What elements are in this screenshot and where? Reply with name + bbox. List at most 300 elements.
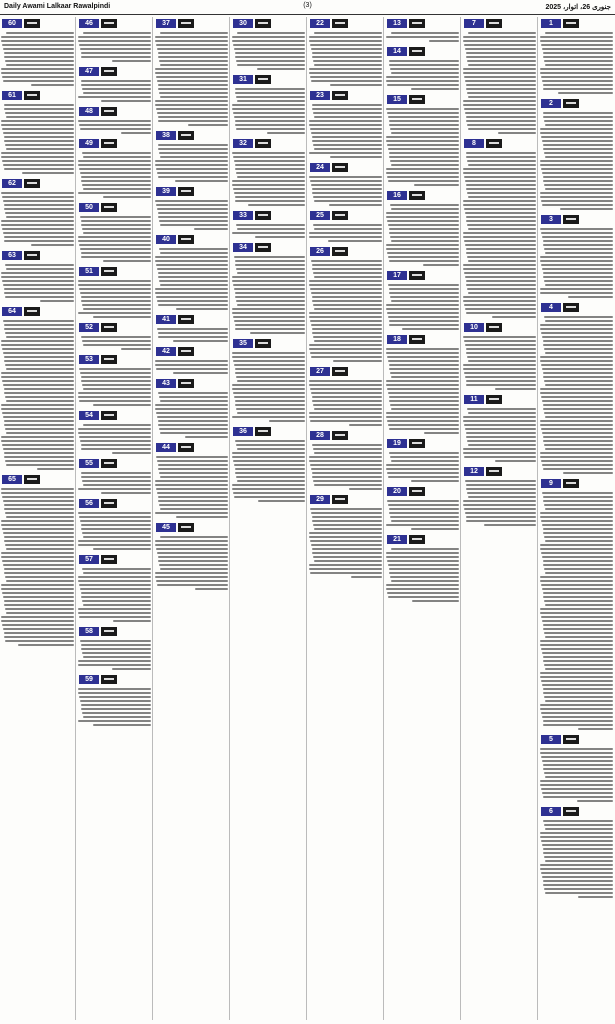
notice-item <box>154 345 228 375</box>
text-line <box>466 348 536 350</box>
text-line <box>237 380 305 382</box>
text-line <box>2 348 74 350</box>
text-line <box>312 296 382 298</box>
notice-item <box>308 89 382 159</box>
notice-body-text <box>0 318 74 471</box>
text-line <box>541 264 613 266</box>
text-line <box>311 468 382 470</box>
notice-column <box>231 17 305 1020</box>
notice-number-badge: 9 <box>541 479 561 488</box>
text-line <box>309 384 382 386</box>
text-line <box>1 40 74 42</box>
text-line <box>158 120 228 122</box>
text-line <box>312 472 382 474</box>
court-stamp-icon <box>332 247 348 256</box>
text-line <box>542 336 613 338</box>
notice-number-badge: 31 <box>233 75 253 84</box>
text-line <box>4 456 74 458</box>
notice-number-badge: 24 <box>310 163 330 172</box>
notice-item <box>0 177 74 247</box>
text-line <box>80 248 151 250</box>
text-line <box>236 444 305 446</box>
text-line <box>540 644 613 646</box>
date-line: 2025 ،جنوری 26، اتوار <box>545 4 611 11</box>
text-line <box>495 388 536 390</box>
text-line <box>233 156 305 158</box>
court-stamp-icon <box>101 323 117 332</box>
text-line <box>155 408 228 410</box>
court-stamp-icon <box>24 91 40 100</box>
text-line <box>543 276 613 278</box>
text-line <box>159 280 228 282</box>
text-line <box>540 544 613 546</box>
text-line <box>235 196 305 198</box>
text-line <box>78 192 151 194</box>
text-line <box>309 232 382 234</box>
text-line <box>311 544 382 546</box>
text-line <box>545 64 613 66</box>
court-stamp-icon <box>178 443 194 452</box>
text-line <box>232 232 305 234</box>
text-line <box>467 288 536 290</box>
text-line <box>78 120 151 122</box>
text-line <box>545 572 613 574</box>
notice-item <box>154 17 228 127</box>
text-line <box>78 240 151 242</box>
text-line <box>466 436 536 438</box>
text-line <box>388 596 459 598</box>
text-line <box>236 376 305 378</box>
text-line <box>158 304 228 306</box>
text-line <box>83 32 151 34</box>
text-line <box>463 452 536 454</box>
text-line <box>103 260 151 262</box>
text-line <box>5 60 74 62</box>
text-line <box>387 420 459 422</box>
text-line <box>2 592 74 594</box>
text-line <box>101 492 151 494</box>
text-line <box>464 340 536 342</box>
notice-item <box>385 45 459 91</box>
text-line <box>465 48 536 50</box>
notice-number-badge: 18 <box>387 335 407 344</box>
text-line <box>468 360 536 362</box>
text-line <box>233 316 305 318</box>
text-line <box>83 656 151 658</box>
notice-item <box>154 129 228 183</box>
text-line <box>467 92 536 94</box>
text-line <box>232 484 305 486</box>
text-line <box>235 88 305 90</box>
text-line <box>6 432 74 434</box>
text-line <box>1 520 74 522</box>
text-line <box>1 404 74 406</box>
text-line <box>542 588 613 590</box>
text-line <box>235 472 305 474</box>
text-line <box>464 456 536 458</box>
notice-column <box>385 17 459 1020</box>
text-line <box>543 436 613 438</box>
text-line <box>158 556 228 558</box>
text-line <box>1 344 74 346</box>
notice-item <box>385 93 459 187</box>
text-line <box>5 112 74 114</box>
text-line <box>80 48 151 50</box>
text-line <box>80 372 151 374</box>
court-stamp-icon <box>178 131 194 140</box>
text-line <box>545 320 613 322</box>
text-line <box>232 184 305 186</box>
text-line <box>312 552 382 554</box>
text-line <box>540 72 613 74</box>
text-line <box>386 172 459 174</box>
text-line <box>386 412 459 414</box>
text-line <box>540 324 613 326</box>
text-line <box>232 308 305 310</box>
text-line <box>81 648 151 650</box>
text-line <box>389 324 459 326</box>
text-line <box>155 540 228 542</box>
text-line <box>465 344 536 346</box>
text-line <box>31 244 74 246</box>
notice-number-badge: 44 <box>156 443 176 452</box>
text-line <box>157 48 228 50</box>
notice-number-badge: 16 <box>387 191 407 200</box>
text-line <box>386 304 459 306</box>
text-line <box>158 88 228 90</box>
text-line <box>232 40 305 42</box>
text-line <box>4 104 74 106</box>
court-stamp-icon <box>178 523 194 532</box>
text-line <box>466 184 536 186</box>
text-line <box>312 56 382 58</box>
text-line <box>2 624 74 626</box>
text-line <box>79 124 151 126</box>
notice-number-badge: 53 <box>79 355 99 364</box>
text-line <box>5 264 74 266</box>
notice-number-badge: 5 <box>541 735 561 744</box>
notice-body-text <box>308 30 382 87</box>
notice-item <box>539 805 613 899</box>
text-line <box>158 144 228 146</box>
text-line <box>543 660 613 662</box>
text-line <box>466 520 536 522</box>
text-line <box>541 168 613 170</box>
text-line <box>386 36 459 38</box>
text-line <box>545 892 613 894</box>
text-line <box>313 336 382 338</box>
notice-number-badge: 36 <box>233 427 253 436</box>
text-line <box>83 424 151 426</box>
text-line <box>465 480 536 482</box>
text-line <box>83 716 151 718</box>
text-line <box>156 580 228 582</box>
text-line <box>540 752 613 754</box>
text-line <box>540 132 613 134</box>
text-line <box>81 704 151 706</box>
notice-item <box>154 377 228 439</box>
text-line <box>543 496 613 498</box>
text-line <box>578 896 613 898</box>
court-stamp-icon <box>332 431 348 440</box>
text-line <box>311 356 382 358</box>
notice-body-text <box>77 278 151 319</box>
text-line <box>466 188 536 190</box>
text-line <box>81 224 151 226</box>
text-line <box>312 516 382 518</box>
text-line <box>468 196 536 198</box>
court-stamp-icon <box>332 19 348 28</box>
text-line <box>235 264 305 266</box>
text-line <box>313 524 382 526</box>
notice-body-text <box>385 202 459 267</box>
text-line <box>464 44 536 46</box>
text-line <box>234 320 305 322</box>
text-line <box>386 248 459 250</box>
text-line <box>236 268 305 270</box>
text-line <box>235 328 305 330</box>
notice-body-text <box>231 86 305 135</box>
text-line <box>386 76 459 78</box>
text-line <box>159 220 228 222</box>
court-stamp-icon <box>563 303 579 312</box>
text-line <box>386 136 459 138</box>
text-line <box>2 528 74 530</box>
text-line <box>543 628 613 630</box>
notice-number-badge: 27 <box>310 367 330 376</box>
page-number: (3) <box>303 2 312 9</box>
text-line <box>309 124 382 126</box>
text-line <box>156 168 228 170</box>
text-line <box>78 608 151 610</box>
text-line <box>155 36 228 38</box>
text-line <box>83 344 151 346</box>
text-line <box>466 52 536 54</box>
text-line <box>81 176 151 178</box>
text-line <box>78 580 151 582</box>
text-line <box>577 800 613 802</box>
text-line <box>234 396 305 398</box>
text-line <box>5 460 74 462</box>
text-line <box>544 632 613 634</box>
text-line <box>78 540 151 542</box>
text-line <box>312 136 382 138</box>
text-line <box>314 200 382 202</box>
notice-body-text <box>77 150 151 199</box>
notice-item <box>77 321 151 351</box>
text-line <box>83 604 151 606</box>
text-line <box>540 388 613 390</box>
text-line <box>387 560 459 562</box>
text-line <box>465 212 536 214</box>
text-line <box>545 284 613 286</box>
text-line <box>540 228 613 230</box>
notice-body-text <box>539 110 613 211</box>
text-line <box>543 656 613 658</box>
text-line <box>543 344 613 346</box>
text-line <box>389 120 459 122</box>
text-line <box>391 520 459 522</box>
text-line <box>310 540 382 542</box>
text-line <box>389 228 459 230</box>
text-line <box>495 460 536 462</box>
text-line <box>82 712 151 714</box>
text-line <box>391 580 459 582</box>
notice-number-badge: 62 <box>2 179 22 188</box>
text-line <box>386 212 459 214</box>
text-line <box>81 220 151 222</box>
text-line <box>540 640 613 642</box>
text-line <box>387 388 459 390</box>
text-line <box>540 708 613 710</box>
text-line <box>484 524 536 526</box>
text-line <box>540 260 613 262</box>
text-line <box>544 568 613 570</box>
text-line <box>158 560 228 562</box>
notice-number-badge: 48 <box>79 107 99 116</box>
text-line <box>6 268 74 270</box>
text-line <box>463 168 536 170</box>
text-line <box>155 512 228 514</box>
text-line <box>429 40 459 42</box>
notice-number-badge: 39 <box>156 187 176 196</box>
court-stamp-icon <box>563 19 579 28</box>
text-line <box>543 244 613 246</box>
text-line <box>387 252 459 254</box>
text-line <box>235 120 305 122</box>
notice-body-text <box>385 106 459 187</box>
notice-number-badge: 52 <box>79 323 99 332</box>
text-line <box>3 232 74 234</box>
text-line <box>463 68 536 70</box>
text-line <box>463 72 536 74</box>
text-line <box>156 456 228 458</box>
text-line <box>160 32 228 34</box>
text-line <box>391 72 459 74</box>
notice-item <box>77 553 151 623</box>
text-line <box>540 704 613 706</box>
text-line <box>312 140 382 142</box>
paper-name: Daily Awami Lalkaar Rawalpindi <box>4 3 111 10</box>
text-line <box>389 508 459 510</box>
text-line <box>386 416 459 418</box>
text-line <box>3 384 74 386</box>
text-line <box>390 236 459 238</box>
court-stamp-icon <box>486 139 502 148</box>
text-line <box>81 448 151 450</box>
text-line <box>158 272 228 274</box>
text-line <box>1 524 74 526</box>
text-line <box>540 780 613 782</box>
text-line <box>543 724 613 726</box>
text-line <box>389 400 459 402</box>
court-stamp-icon <box>332 367 348 376</box>
text-line <box>233 460 305 462</box>
text-line <box>542 236 613 238</box>
text-line <box>543 820 613 822</box>
court-stamp-icon <box>101 19 117 28</box>
notice-number-badge: 20 <box>387 487 407 496</box>
text-line <box>543 440 613 442</box>
notice-item <box>308 161 382 207</box>
text-line <box>237 412 305 414</box>
text-line <box>465 80 536 82</box>
notice-body-text <box>0 102 74 175</box>
text-line <box>391 548 459 550</box>
court-stamp-icon <box>101 675 117 684</box>
court-stamp-icon <box>563 807 579 816</box>
text-line <box>540 356 613 358</box>
text-line <box>78 280 151 282</box>
notice-number-badge: 29 <box>310 495 330 504</box>
notice-item <box>77 497 151 551</box>
text-line <box>386 384 459 386</box>
text-line <box>465 376 536 378</box>
notice-item <box>0 249 74 303</box>
text-line <box>544 152 613 154</box>
text-line <box>158 424 228 426</box>
notice-item <box>154 233 228 311</box>
column-divider <box>75 17 76 1020</box>
text-line <box>4 52 74 54</box>
text-line <box>1 436 74 438</box>
court-stamp-icon <box>101 139 117 148</box>
text-line <box>402 328 459 330</box>
text-line <box>542 80 613 82</box>
text-line <box>312 188 382 190</box>
text-line <box>82 384 151 386</box>
court-stamp-icon <box>332 495 348 504</box>
text-line <box>269 420 305 422</box>
text-line <box>545 448 613 450</box>
text-line <box>467 192 536 194</box>
text-line <box>541 584 613 586</box>
text-line <box>309 536 382 538</box>
text-line <box>83 572 151 574</box>
text-line <box>155 100 228 102</box>
notice-number-badge: 26 <box>310 247 330 256</box>
text-line <box>6 516 74 518</box>
notice-item <box>77 17 151 63</box>
text-line <box>389 396 459 398</box>
text-line <box>232 488 305 490</box>
text-line <box>466 84 536 86</box>
text-line <box>541 460 613 462</box>
text-line <box>4 328 74 330</box>
text-line <box>540 576 613 578</box>
text-line <box>545 828 613 830</box>
text-line <box>158 496 228 498</box>
text-line <box>466 384 536 386</box>
text-line <box>78 692 151 694</box>
text-line <box>80 520 151 522</box>
notice-body-text <box>308 378 382 427</box>
text-line <box>311 392 382 394</box>
text-line <box>158 500 228 502</box>
notice-number-badge: 13 <box>387 19 407 28</box>
text-line <box>541 648 613 650</box>
notice-body-text <box>77 638 151 671</box>
text-line <box>543 528 613 530</box>
notice-body-text <box>308 174 382 207</box>
notice-item <box>77 105 151 135</box>
text-line <box>4 240 74 242</box>
text-line <box>541 200 613 202</box>
text-line <box>544 444 613 446</box>
text-line <box>388 504 459 506</box>
text-line <box>468 228 536 230</box>
text-line <box>1 488 74 490</box>
